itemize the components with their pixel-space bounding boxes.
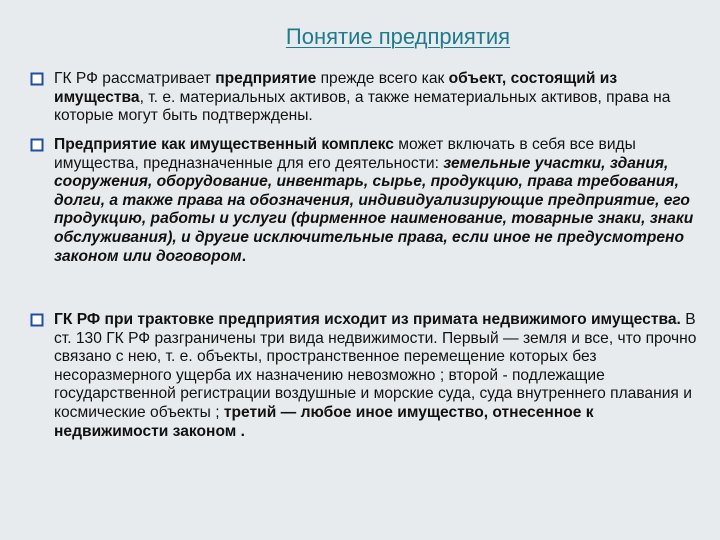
page-title xyxy=(0,24,720,50)
checkbox-bullet-icon xyxy=(30,313,44,327)
checkbox-bullet-icon xyxy=(30,72,44,86)
bullet-text: Предприятие как имущественный комплекс может включать в себя все виды имущества, предназначенные для его деятельности: земельные участки, здания, сооружения, оборудование, инвентарь, сырье, продукцию, права требования, долги, а также права на обозначения, индивидуализирующие предприятие, его продукцию, работы и услуги (фирменное наименование, товарные знаки, знаки обслуживания), и другие исключительные права, если иное не предусмотрено законом или договором. xyxy=(54,136,694,265)
bullet-text: ГК РФ при трактовке предприятия исходит из примата недвижимого имущества. В ст. 130 ГК РФ разграничены три вида недвижимости. Первый — земля и все, что прочно связано с нею, т. е. объекты, пространственное перемещение которых без несоразмерного ущерба их назначению невозможно ; второй - подлежащие государственной регистрации воздушные и морские суда, суда внутреннего плавания и космические объекты ; третий — любое иное имущество, отнесенное к недвижимости законом . xyxy=(54,311,697,440)
bullet-item xyxy=(30,136,702,266)
bullet-text: ГК РФ рассматривает предприятие прежде всего как объект, состоящий из имущества, т. е. материальных активов, а также нематериальных активов, права на которые могут быть подтверждены. xyxy=(54,70,671,125)
title-text: Понятие предприятия xyxy=(285,24,511,49)
checkbox-bullet-icon xyxy=(30,138,44,152)
bullet-item xyxy=(30,311,702,441)
bullet-item xyxy=(30,70,702,126)
